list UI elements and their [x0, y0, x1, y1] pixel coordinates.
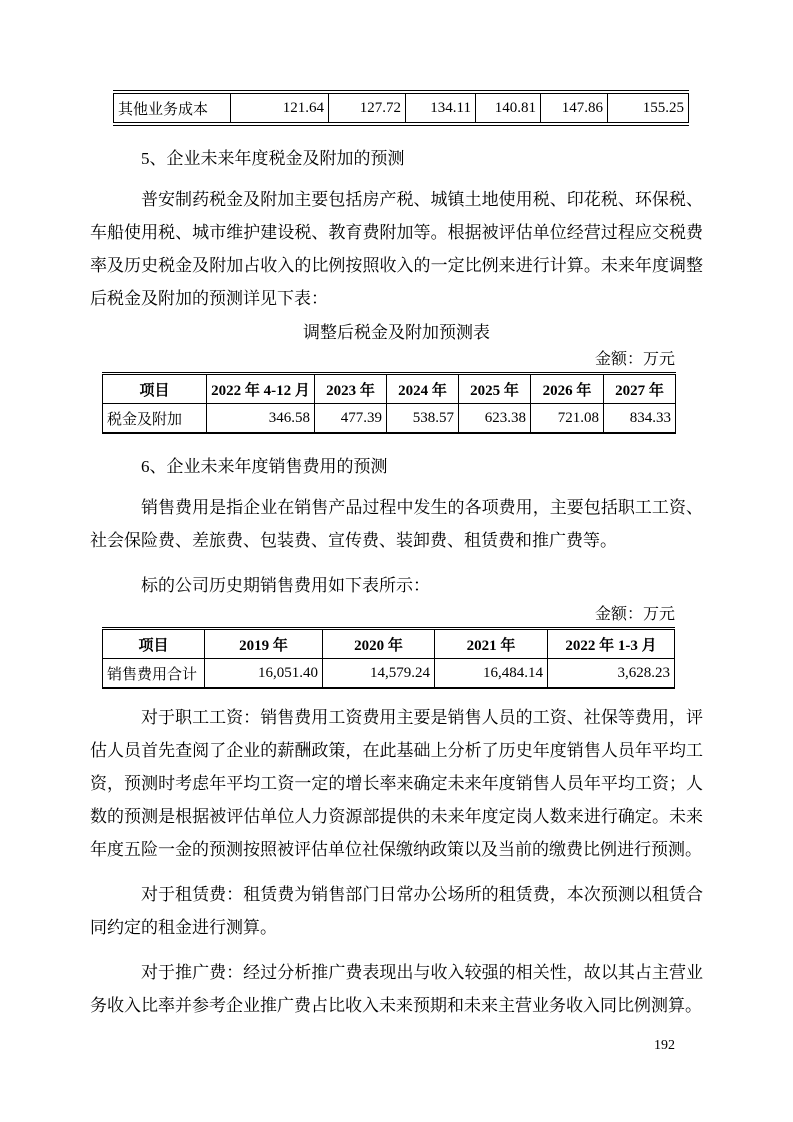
- table-cell: 477.39: [315, 404, 387, 434]
- table-header-row: [103, 374, 676, 404]
- section-6-paragraph-wages: 对于职工工资：销售费用工资费用主要是销售人员的工资、社保等费用，评估人员首先查阅了企业的薪酬政策，在此基础上分析了历史年度销售人员年平均工资，预测时考虑年平均工资一定的增长率来确定未来年度销售人员年平均工资；人数的预测是根据被评估单位人力资源部提供的未来年度定岗人数来进行确定。未来年度五险一金的预测按照被评估单位社保缴纳政策以及当前的缴费比例进行预测。: [90, 708, 703, 859]
- section-6-paragraph-1: 销售费用是指企业在销售产品过程中发生的各项费用，主要包括职工工资、社会保险费、差旅费、包装费、宣传费、装卸费、租赁费和推广费等。: [90, 498, 703, 550]
- section-6-heading: 6、企业未来年度销售费用的预测: [141, 457, 388, 476]
- row-label: 销售费用合计: [103, 659, 205, 689]
- table-row: [103, 659, 675, 689]
- table-cell: 155.25: [608, 92, 689, 124]
- table-cell: 834.33: [604, 404, 676, 434]
- table-cell: 14,579.24: [323, 659, 435, 689]
- section-5-paragraph: 普安制药税金及附加主要包括房产税、城镇土地使用税、印花税、环保税、车船使用税、城市维护建设税、教育费附加等。根据被评估单位经营过程应交税费率及历史税金及附加占收入的比例按照收入的一定比例来进行计算。未来年度调整后税金及附加的预测详见下表：: [90, 190, 703, 308]
- table-cell: 16,484.14: [435, 659, 548, 689]
- tax-table-title: 调整后税金及附加预测表: [303, 323, 490, 342]
- table-cell: 346.58: [207, 404, 315, 434]
- amount-unit-label: 金额：万元: [594, 606, 675, 623]
- row-label: 税金及附加: [103, 404, 207, 434]
- table-header-row: [103, 629, 675, 659]
- table-cell: 147.86: [541, 92, 608, 124]
- column-header: 项目: [103, 374, 207, 404]
- column-header: 2022 年 4-12 月: [207, 374, 315, 404]
- column-header: 项目: [103, 629, 205, 659]
- column-header: 2020 年: [323, 629, 435, 659]
- table-row: [103, 404, 676, 434]
- sales-expense-table: [102, 627, 675, 689]
- table-cell: 721.08: [531, 404, 604, 434]
- section-6-paragraph-2: 标的公司历史期销售费用如下表所示：: [141, 576, 430, 595]
- section-5-heading: 5、企业未来年度税金及附加的预测: [141, 149, 405, 168]
- column-header: 2021 年: [435, 629, 548, 659]
- table-cell: 140.81: [476, 92, 541, 124]
- section-6-paragraph-promotion: 对于推广费：经过分析推广费表现出与收入较强的相关性，故以其占主营业务收入比率并参考企业推广费占比收入未来预期和未来主营业务收入同比例测算。: [90, 963, 703, 1015]
- tax-forecast-table: [102, 372, 676, 434]
- table-cell: 134.11: [406, 92, 476, 124]
- carryover-cost-table: [113, 90, 689, 126]
- table-cell: 538.57: [387, 404, 459, 434]
- column-header: 2027 年: [604, 374, 676, 404]
- table-cell: 121.64: [231, 92, 329, 124]
- table-row: [114, 92, 689, 124]
- table-cell: 3,628.23: [548, 659, 675, 689]
- section-6-paragraph-rent: 对于租赁费：租赁费为销售部门日常办公场所的租赁费，本次预测以租赁合同约定的租金进行测算。: [90, 885, 703, 937]
- row-label: 其他业务成本: [114, 92, 231, 124]
- table-cell: 127.72: [329, 92, 406, 124]
- amount-unit-label: 金额：万元: [594, 351, 675, 368]
- table-cell: 16,051.40: [205, 659, 323, 689]
- column-header: 2026 年: [531, 374, 604, 404]
- column-header: 2023 年: [315, 374, 387, 404]
- column-header: 2019 年: [205, 629, 323, 659]
- page-number: 192: [654, 1038, 675, 1053]
- column-header: 2022 年 1-3 月: [548, 629, 675, 659]
- table-cell: 623.38: [459, 404, 531, 434]
- column-header: 2024 年: [387, 374, 459, 404]
- column-header: 2025 年: [459, 374, 531, 404]
